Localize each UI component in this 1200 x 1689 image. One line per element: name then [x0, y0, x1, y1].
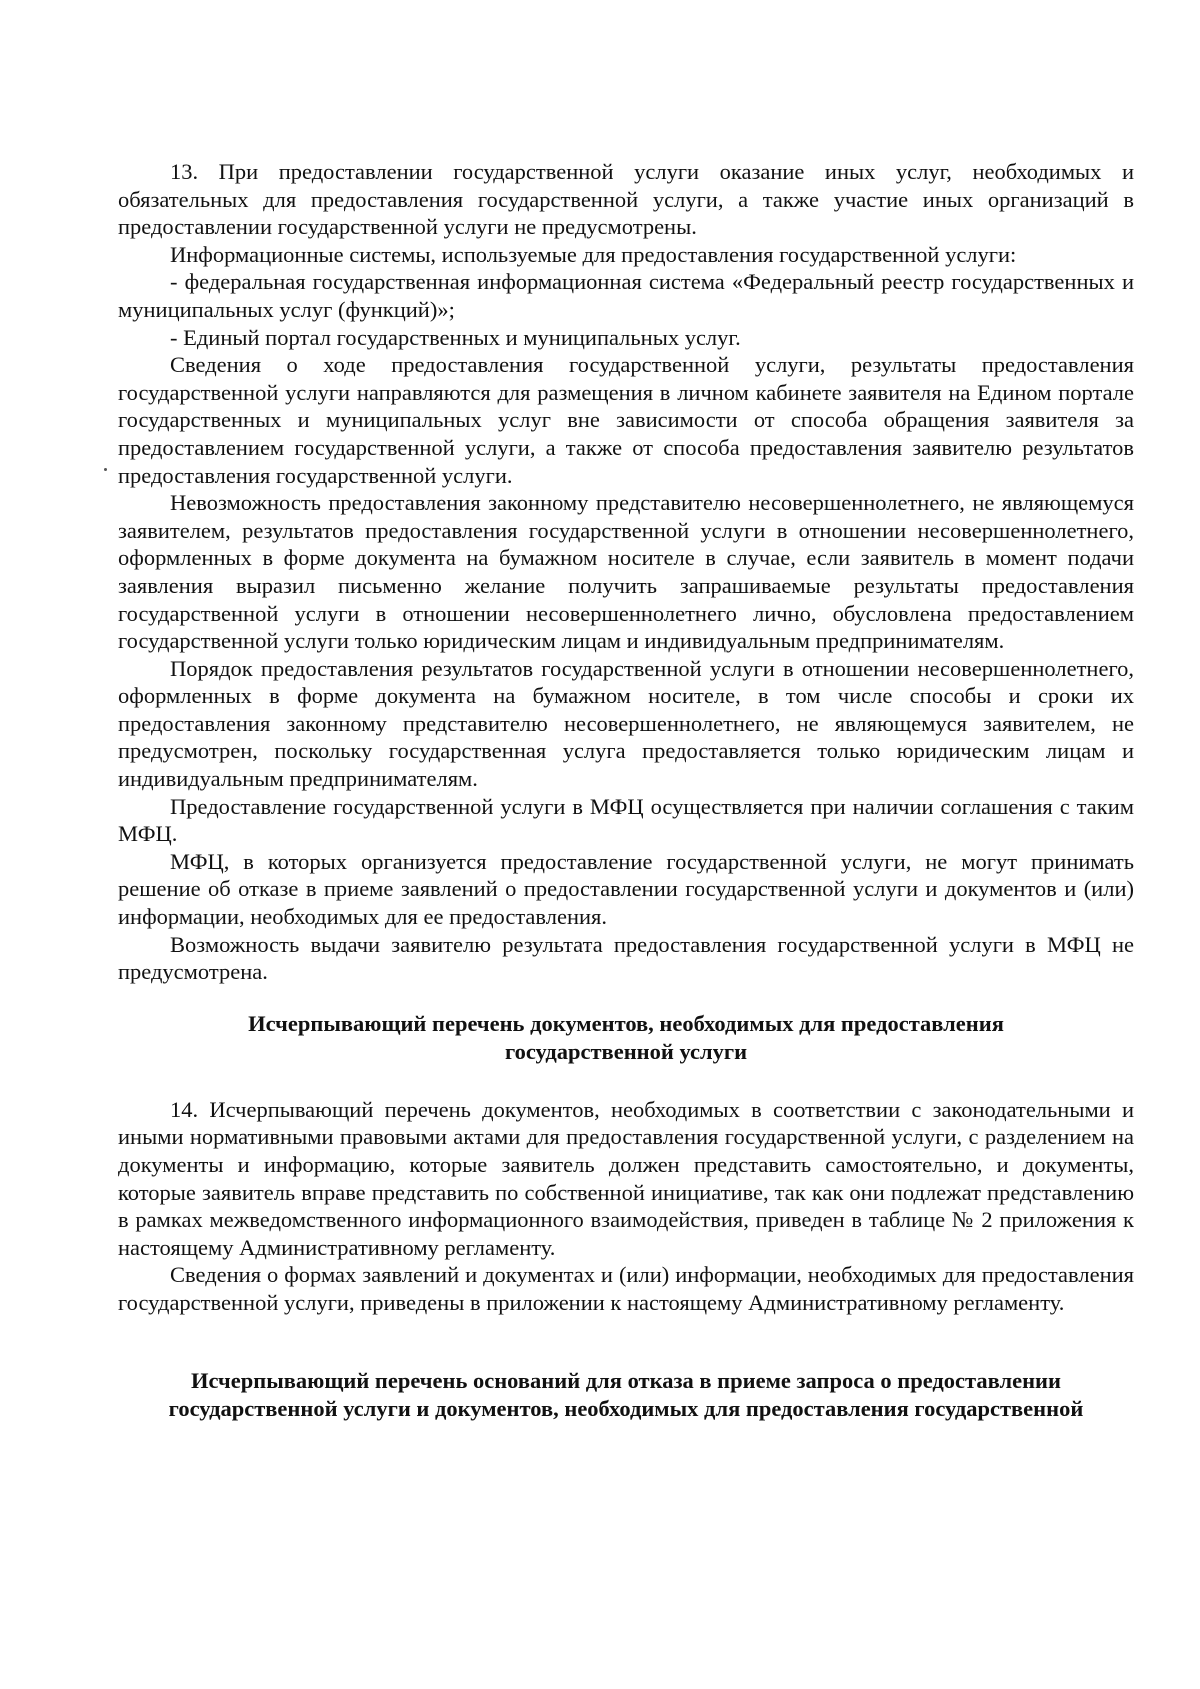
section-heading-documents-line1: Исчерпывающий перечень документов, необходимых для предоставления — [248, 1010, 1004, 1036]
section-heading-documents-line2: государственной услуги — [504, 1038, 748, 1064]
paragraph-13: 13. При предоставлении государственной услуги оказание иных услуг, необходимых и обязательных для предоставления государственной услуги, а также участие иных организаций в предоставлении государственной услуги не предусмотрены. — [118, 159, 1134, 240]
paragraph-forms-info: Сведения о формах заявлений и документах и (или) информации, необходимых для предоставления государственной услуги, приведены в приложении к настоящему Административному регламенту. — [118, 1262, 1134, 1315]
paragraph-procedure: Порядок предоставления результатов государственной услуги в отношении несовершеннолетнего, оформленных в форме документа на бумажном носителе, в том числе способы и сроки их предоставления законному представителю несовершеннолетнего, не являющемуся заявителем, не предусмотрен, поскольку государственная услуга предоставляется только юридическим лицам и индивидуальным предпринимателям. — [118, 655, 1134, 792]
spacer — [118, 986, 1134, 1010]
section-heading-refusal-line1: Исчерпывающий перечень оснований для отказа в приеме запроса о предоставлении — [191, 1367, 1061, 1393]
spacer — [118, 1317, 1134, 1367]
paragraph-mfc-agreement: Предоставление государственной услуги в МФЦ осуществляется при наличии соглашения с таким МФЦ. — [118, 793, 1134, 847]
paragraph-14: 14. Исчерпывающий перечень документов, необходимых в соответствии с законодательными и иными нормативными правовыми актами для предоставления государственной услуги, с разделением на документы и информацию, которые заявитель должен представить самостоятельно, и документы, которые заявитель вправе представить по собственной инициативе, так как они подлежат представлению в рамках межведомственного информационного взаимодействия, приведен в таблице № 2 приложения к настоящему Административному регламенту. — [118, 1096, 1134, 1260]
document-page — [118, 158, 1134, 1423]
section-heading-refusal-line2: государственной услуги и документов, необходимых для предоставления государственной — [168, 1395, 1084, 1421]
scan-speck — [104, 468, 107, 471]
paragraph-impossibility: Невозможность предоставления законному представителю несовершеннолетнего, не являющемуся заявителем, результатов предоставления государственной услуги в отношении несовершеннолетнего, оформленных в форме документа на бумажном носителе в случае, если заявитель в момент подачи заявления выразил письменно желание получить запрашиваемые результаты предоставления государственной услуги в отношении несовершеннолетнего лично, обусловлена предоставлением государственной услуги только юридическим лицам и индивидуальным предпринимателям. — [118, 490, 1134, 654]
paragraph-mfc-issuance: Возможность выдачи заявителю результата предоставления государственной услуги в МФЦ не предусмотрена. — [118, 931, 1134, 985]
paragraph-mfc-refusal: МФЦ, в которых организуется предоставление государственной услуги, не могут принимать решение об отказе в приеме заявлений о предоставлении государственной услуги и документов и (или) информации, необходимых для ее предоставления. — [118, 848, 1134, 930]
list-item-federal-registry: - федеральная государственная информационная система «Федеральный реестр государственных и муниципальных услуг (функций)»; — [118, 269, 1134, 322]
spacer — [118, 1066, 1134, 1096]
paragraph-progress-info: Сведения о ходе предоставления государственной услуги, результаты предоставления государственной услуги направляются для размещения в личном кабинете заявителя на Едином портале государственных и муниципальных услуг вне зависимости от способа обращения заявителя за предоставлением государственной услуги, а также от способа предоставления заявителю результатов предоставления государственной услуги. — [118, 352, 1134, 488]
paragraph-info-systems: Информационные системы, используемые для предоставления государственной услуги: — [170, 241, 1017, 267]
list-item-unified-portal: - Единый портал государственных и муниципальных услуг. — [170, 324, 741, 350]
